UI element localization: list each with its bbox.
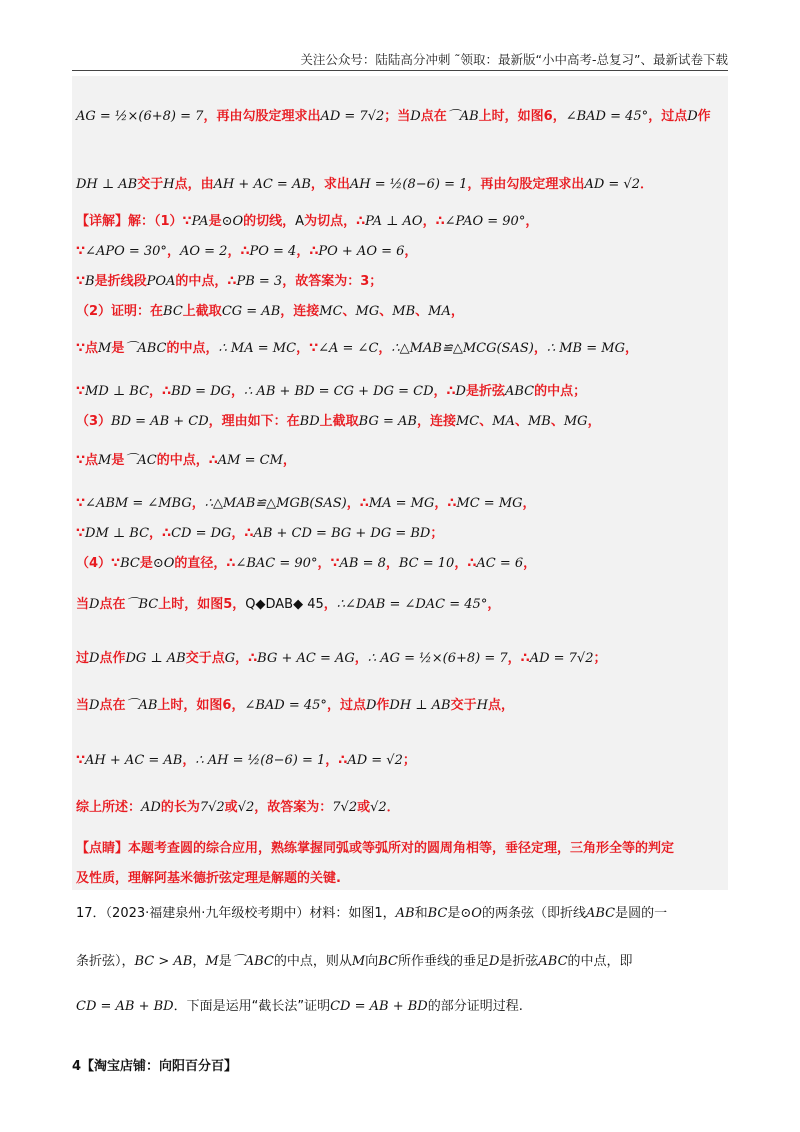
math-expression: AM = CM xyxy=(217,453,283,468)
math-expression: D xyxy=(89,651,100,666)
text-segment: 是 xyxy=(111,341,125,356)
math-expression: BD = DG xyxy=(171,384,232,399)
text-segment: 点在 xyxy=(420,109,447,124)
math-expression: CD = AB + BD xyxy=(330,999,428,1014)
header-divider xyxy=(72,70,728,71)
text-segment: 点， xyxy=(487,698,514,713)
math-expression: ∴ AH = ½(8−6) = 1 xyxy=(195,753,326,768)
text-segment: 是 xyxy=(208,214,222,229)
text-segment: ，∴ xyxy=(296,244,319,259)
text-segment: ，∴ xyxy=(433,384,456,399)
text-segment: ， xyxy=(624,341,638,356)
math-expression: DH ⊥ AB xyxy=(389,698,451,713)
text-segment: ∵ xyxy=(76,753,86,768)
text-segment: ∵ xyxy=(76,274,86,289)
text-segment: ，∴ xyxy=(434,496,457,511)
text-segment: ，理由如下：在 xyxy=(208,414,300,429)
text-segment: 解：（1）∵ xyxy=(128,214,192,229)
math-expression: M xyxy=(351,954,366,969)
text-segment: 所作垂线的垂足 xyxy=(397,954,489,969)
math-expression: ∴ MA = MC xyxy=(218,341,297,356)
math-expression: AO = 2 xyxy=(179,244,228,259)
math-expression: ⊙O xyxy=(152,556,175,571)
text-segment: 是 xyxy=(447,906,461,921)
text-segment: ，连接 xyxy=(280,304,320,319)
math-expression: CG = AB xyxy=(221,304,281,319)
text-segment: 是 xyxy=(111,453,125,468)
text-segment: 当 xyxy=(76,698,90,713)
math-expression: BC xyxy=(378,954,398,969)
math-expression: MC = MG xyxy=(456,496,523,511)
text-segment: 综上所述： xyxy=(76,800,142,815)
math-expression: MC xyxy=(455,414,480,429)
text-segment: ， xyxy=(450,304,464,319)
math-expression: BG + AC = AG xyxy=(257,651,355,666)
text-segment: ∵点 xyxy=(76,453,99,468)
text-segment: 条折弦）， xyxy=(76,954,135,969)
text-line xyxy=(76,905,667,923)
text-segment: ，∴ xyxy=(227,244,250,259)
math-expression: AH + AC = AB xyxy=(213,177,311,192)
text-segment: ，故答案为：3； xyxy=(282,274,383,289)
math-expression: √2 xyxy=(237,800,255,815)
text-segment: ， xyxy=(378,341,392,356)
math-expression: ∠ABM = ∠MBG xyxy=(85,496,192,511)
text-segment: 的直径，∴ xyxy=(174,556,236,571)
text-segment: 交于点 xyxy=(185,651,225,666)
math-expression: DM ⊥ BC xyxy=(85,526,150,541)
text-segment: 【点睛】 xyxy=(76,841,129,856)
math-expression: DG ⊥ AB xyxy=(125,651,186,666)
text-segment: （3） xyxy=(76,414,112,429)
math-expression: ⌒BC xyxy=(125,597,159,612)
text-segment: 点，由 xyxy=(174,177,214,192)
text-line xyxy=(76,413,601,431)
text-segment: 交于 xyxy=(137,177,164,192)
math-expression: CD = AB + BD xyxy=(76,999,174,1014)
math-expression: MA xyxy=(492,414,515,429)
math-expression: M xyxy=(205,954,219,969)
math-expression: M xyxy=(98,453,112,468)
text-segment: ， xyxy=(522,496,536,511)
text-segment: （4）∵ xyxy=(76,556,121,571)
text-line xyxy=(76,383,586,401)
math-expression: MB xyxy=(527,414,551,429)
text-segment: 点在 xyxy=(99,597,126,612)
text-segment: ∵ xyxy=(76,244,86,259)
text-segment: 点作 xyxy=(99,651,126,666)
text-segment: ，∴ xyxy=(149,526,172,541)
math-expression: ∠BAD = 45° xyxy=(565,109,649,124)
text-segment: ，∴ xyxy=(149,384,172,399)
math-expression: BC xyxy=(163,304,183,319)
math-expression: BG = AB xyxy=(358,414,417,429)
text-segment: 的中点，∴ xyxy=(175,274,237,289)
math-expression: D xyxy=(687,109,698,124)
math-expression: ∴△MAB≌△MCG(SAS) xyxy=(391,341,534,356)
text-segment: 上截取 xyxy=(319,414,359,429)
text-line xyxy=(76,650,607,668)
math-expression: PO = 4 xyxy=(249,244,297,259)
math-expression: AD = √2 xyxy=(347,753,403,768)
text-segment: ，求出 xyxy=(310,177,350,192)
math-expression: AG = ½×(6+8) = 7 xyxy=(76,109,204,124)
text-segment: ；当 xyxy=(384,109,411,124)
text-line xyxy=(76,303,464,321)
text-segment: 、 xyxy=(479,414,493,429)
text-segment: ∵点 xyxy=(76,341,99,356)
text-segment: ，∴ xyxy=(231,526,254,541)
math-expression: √2 xyxy=(370,800,387,815)
text-segment: ，过点 xyxy=(648,109,688,124)
math-expression: ∴△MAB≌△MGB(SAS) xyxy=(204,496,347,511)
text-segment: 17．（2023·福建泉州·九年级校考期中）材料：如图1， xyxy=(76,906,396,921)
text-segment: 【详解】 xyxy=(76,214,129,229)
math-expression: AC = 6 xyxy=(476,556,524,571)
text-segment: 的长为 xyxy=(160,800,200,815)
text-segment: 或 xyxy=(224,800,238,815)
text-segment: ，再由勾股定理求出 xyxy=(203,109,321,124)
text-segment: 是折弦 xyxy=(465,384,505,399)
math-expression: MC xyxy=(319,304,343,319)
math-expression: AH + AC = AB xyxy=(85,753,183,768)
math-expression: AB xyxy=(395,906,415,921)
text-segment: 上截取 xyxy=(182,304,222,319)
math-expression: BD = AB + CD xyxy=(111,414,209,429)
text-line xyxy=(76,840,674,858)
text-line xyxy=(76,243,417,261)
text-segment: 点在 xyxy=(99,698,126,713)
text-segment: ， xyxy=(192,954,206,969)
text-segment: ，过点 xyxy=(326,698,366,713)
math-expression: ⌒AC xyxy=(124,453,157,468)
math-expression: D xyxy=(410,109,421,124)
text-segment: ， xyxy=(533,341,547,356)
math-expression: ∠PAO = 90° xyxy=(444,214,526,229)
text-segment: 是折弦 xyxy=(499,954,539,969)
text-segment: 是 xyxy=(139,556,153,571)
math-expression: BD xyxy=(299,414,320,429)
math-expression: ⌒AB xyxy=(446,109,479,124)
text-segment: 上时，如图5， xyxy=(158,597,246,612)
text-segment: ，∵ xyxy=(296,341,319,356)
text-segment: ， xyxy=(166,244,180,259)
text-line xyxy=(76,495,536,513)
text-segment: ， xyxy=(525,214,539,229)
text-segment: 交于 xyxy=(450,698,477,713)
math-expression: ∠BAD = 45° xyxy=(244,698,327,713)
text-segment: 作 xyxy=(376,698,390,713)
math-expression: MB xyxy=(392,304,416,319)
math-expression: ∴ AB + BD = CG + DG = CD xyxy=(244,384,434,399)
text-segment: 是圆的一 xyxy=(615,906,668,921)
text-segment: （2）证明：在 xyxy=(76,304,164,319)
math-expression: MG xyxy=(563,414,588,429)
math-expression: H xyxy=(163,177,175,192)
text-segment: ∵ xyxy=(76,526,86,541)
text-segment: 的切线， xyxy=(243,214,296,229)
math-expression: M xyxy=(98,341,112,356)
text-segment: 是折线段 xyxy=(94,274,147,289)
text-line xyxy=(76,998,523,1016)
math-expression: BC xyxy=(120,556,140,571)
math-expression: AD = √2 xyxy=(584,177,640,192)
math-expression: D xyxy=(89,698,100,713)
text-segment: 的两条弦（即折线 xyxy=(481,906,586,921)
math-expression: ∠A = ∠C xyxy=(318,341,379,356)
text-segment: ， xyxy=(182,753,196,768)
text-segment: 的中点， xyxy=(166,341,219,356)
text-segment: ，故答案为： xyxy=(254,800,333,815)
text-line xyxy=(76,176,653,194)
text-line xyxy=(76,799,400,817)
math-expression: 7√2 xyxy=(332,800,358,815)
math-expression: 7√2 xyxy=(199,800,225,815)
text-segment: ， xyxy=(523,556,537,571)
text-segment: 上时，如图6， xyxy=(157,698,245,713)
text-segment: ， xyxy=(587,414,601,429)
text-segment: ； xyxy=(402,753,416,768)
text-segment: ，∴ xyxy=(507,651,530,666)
text-segment: ，∴ xyxy=(235,651,258,666)
text-segment: ，∴ xyxy=(454,556,477,571)
text-segment: 和 xyxy=(414,906,428,921)
math-expression: ⊙O xyxy=(221,214,244,229)
text-segment: 过 xyxy=(76,651,90,666)
math-expression: D xyxy=(488,954,500,969)
math-expression: ∠APO = 30° xyxy=(85,244,167,259)
text-segment: ， xyxy=(487,597,501,612)
text-segment: ； xyxy=(593,651,607,666)
math-expression: BC = 10 xyxy=(398,556,455,571)
math-expression: ⌒ABC xyxy=(124,341,167,356)
math-expression: ⊙O xyxy=(460,906,482,921)
text-line xyxy=(76,953,633,971)
text-segment: ，再由勾股定理求出 xyxy=(467,177,585,192)
math-expression: D xyxy=(455,384,466,399)
text-segment: 是 xyxy=(218,954,232,969)
text-segment: ， xyxy=(404,244,418,259)
text-line xyxy=(76,870,341,888)
text-segment: 、 xyxy=(514,414,528,429)
math-expression: POA xyxy=(146,274,176,289)
math-expression: BC xyxy=(427,906,448,921)
text-segment: ． xyxy=(639,177,653,192)
math-expression: ABC xyxy=(538,954,568,969)
text-segment: ，∴ xyxy=(346,496,369,511)
text-line xyxy=(76,596,500,614)
text-segment: A xyxy=(295,214,305,229)
text-segment: ∵ xyxy=(76,496,86,511)
math-expression: ∴ AG = ½×(6+8) = 7 xyxy=(367,651,508,666)
text-segment: 、 xyxy=(342,304,356,319)
math-expression: CD = DG xyxy=(171,526,232,541)
text-line xyxy=(76,752,416,770)
math-expression: ABC xyxy=(505,384,535,399)
text-line xyxy=(76,108,711,126)
text-segment: 当 xyxy=(76,597,90,612)
text-segment: Q◆DAB◆ 45 xyxy=(245,597,324,612)
math-expression: D xyxy=(365,698,377,713)
text-segment: 的部分证明过程. xyxy=(427,999,523,1014)
text-segment: ， xyxy=(231,384,245,399)
text-segment: 的中点，则从 xyxy=(273,954,352,969)
text-segment: 及性质，理解阿基米德折弦定理是解题的关键. xyxy=(76,871,341,886)
text-line xyxy=(76,452,296,470)
page-footer: 4【淘宝店铺：向阳百分百】 xyxy=(72,1059,238,1074)
text-line xyxy=(76,340,638,358)
text-segment: 、 xyxy=(415,304,429,319)
text-line xyxy=(76,555,536,573)
math-expression: MD ⊥ BC xyxy=(85,384,150,399)
math-expression: G xyxy=(224,651,236,666)
text-segment: ， xyxy=(385,556,399,571)
text-segment: 作 xyxy=(697,109,711,124)
text-segment: ，连接 xyxy=(416,414,456,429)
math-expression: ∴∠DAB = ∠DAC = 45° xyxy=(336,597,488,612)
math-expression: AH = ½(8−6) = 1 xyxy=(349,177,468,192)
math-expression: PA ⊥ AO xyxy=(365,214,423,229)
math-expression: ⌒AB xyxy=(125,698,158,713)
text-segment: 或 xyxy=(357,800,371,815)
math-expression: ∴ MB = MG xyxy=(546,341,625,356)
text-line xyxy=(76,525,443,543)
math-expression: AD xyxy=(141,800,161,815)
text-segment: 、 xyxy=(550,414,564,429)
text-segment: ， xyxy=(191,496,205,511)
math-expression: PO + AO = 6 xyxy=(318,244,405,259)
text-segment: 上时，如图6， xyxy=(478,109,566,124)
math-expression: AB + CD = BG + DG = BD xyxy=(253,526,431,541)
math-expression: B xyxy=(85,274,95,289)
text-segment: ，∵ xyxy=(317,556,340,571)
text-segment: ； xyxy=(430,526,444,541)
math-expression: BC > AB xyxy=(134,954,193,969)
math-expression: H xyxy=(476,698,488,713)
math-expression: AD = 7√2 xyxy=(529,651,594,666)
text-segment: ．下面是运用“截长法”证明 xyxy=(173,999,331,1014)
page-header: 关注公众号：陆陆高分冲刺 ˜领取：最新版“小中高考-总复习”、最新试卷下载 xyxy=(300,52,728,67)
text-segment: ， xyxy=(282,453,296,468)
math-expression: DH ⊥ AB xyxy=(76,177,138,192)
math-expression: ∠BAC = 90° xyxy=(235,556,318,571)
math-expression: ABC xyxy=(585,906,616,921)
text-line xyxy=(76,697,514,715)
math-expression: PA xyxy=(191,214,209,229)
math-expression: MG xyxy=(355,304,380,319)
math-expression: MA xyxy=(428,304,451,319)
text-segment: 的中点； xyxy=(534,384,587,399)
math-expression: PB = 3 xyxy=(236,274,283,289)
text-segment: ，∴ xyxy=(325,753,348,768)
text-segment: 、 xyxy=(379,304,393,319)
math-expression: MA = MG xyxy=(368,496,435,511)
text-segment: ，∴ xyxy=(422,214,445,229)
text-segment: 的中点，即 xyxy=(567,954,633,969)
math-expression: D xyxy=(89,597,100,612)
text-segment: ， xyxy=(354,651,368,666)
math-expression: AD = 7√2 xyxy=(320,109,385,124)
text-segment: 向 xyxy=(365,954,379,969)
math-expression: ⌒ABC xyxy=(231,954,274,969)
text-segment: ， xyxy=(323,597,337,612)
text-line xyxy=(76,213,538,231)
text-segment: ∵ xyxy=(76,384,86,399)
text-segment: 本题考查圆的综合应用，熟练掌握同弧或等弧所对的圆周角相等，垂径定理，三角形全等的判定 xyxy=(128,841,675,856)
text-line xyxy=(76,273,382,291)
text-segment: ． xyxy=(386,800,400,815)
math-expression: AB = 8 xyxy=(339,556,386,571)
text-segment: 的中点，∴ xyxy=(156,453,218,468)
text-segment: 为切点，∴ xyxy=(304,214,366,229)
